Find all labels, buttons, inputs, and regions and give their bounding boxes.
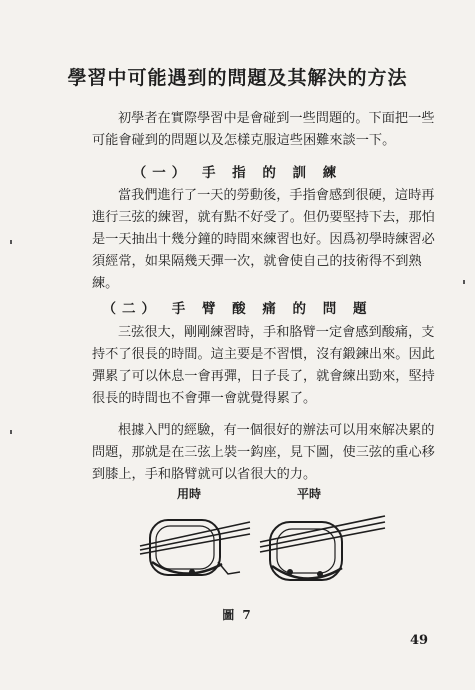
section-heading-finger-training: （一） 手 指 的 訓 練 [132, 165, 343, 181]
text-line: 須經常，如果隔幾天彈一次，就會使自己的技術得不到熟 [92, 254, 422, 269]
section1-paragraph [92, 185, 442, 295]
text-line: 初學者在實際學習中是會碰到一些問題的。下面把一些 [118, 111, 435, 126]
sanxian-drum-left [140, 520, 250, 575]
scan-mark [10, 240, 12, 244]
figure-label-in-use: 用時 [177, 487, 202, 501]
text-line: 彈累了可以休息一會再彈，日子長了，就會練出勁來，堅持 [92, 369, 435, 384]
text-line: 練。 [92, 276, 119, 291]
sanxian-drum-right [260, 516, 385, 580]
text-line: 到膝上，手和胳臂就可以省很大的力。 [92, 467, 317, 482]
text-line: 三弦很大，剛剛練習時，手和胳臂一定會感到酸痛，支 [118, 325, 435, 340]
figure-caption: 圖 7 [222, 608, 253, 622]
intro-paragraph [92, 108, 442, 152]
text-line: 持不了很長的時間。這主要是不習慣，沒有鍛鍊出來。因此 [92, 347, 435, 362]
text-line: 問題，那就是在三弦上裝一鈎座，見下圖，使三弦的重心移 [92, 445, 435, 460]
section-heading-arm-ache: （二） 手 臂 酸 痛 的 問 題 [102, 301, 373, 317]
sanxian-hook-illustration [130, 502, 390, 597]
page-title: 學習中可能遇到的問題及其解決的方法 [67, 67, 408, 89]
section2-paragraph-2 [92, 420, 442, 486]
text-line: 根據入門的經驗，有一個很好的辦法可以用來解决累的 [118, 423, 435, 438]
text-line: 當我們進行了一天的勞動後，手指會感到很硬，這時再 [118, 188, 435, 203]
page-number: 49 [410, 633, 429, 648]
text-line: 可能會碰到的問題以及怎樣克服這些困難來談一下。 [92, 133, 396, 148]
scan-mark [463, 280, 465, 284]
text-line: 很長的時間也不會彈一會就覺得累了。 [92, 391, 317, 406]
figure-label-normal: 平時 [297, 487, 322, 501]
text-line: 進行三弦的練習，就有點不好受了。但仍要堅持下去，那怕 [92, 210, 435, 225]
scan-mark [10, 430, 12, 434]
section2-paragraph [92, 322, 442, 410]
text-line: 是一天抽出十幾分鐘的時間來練習也好。因爲初學時練習必 [92, 232, 435, 247]
